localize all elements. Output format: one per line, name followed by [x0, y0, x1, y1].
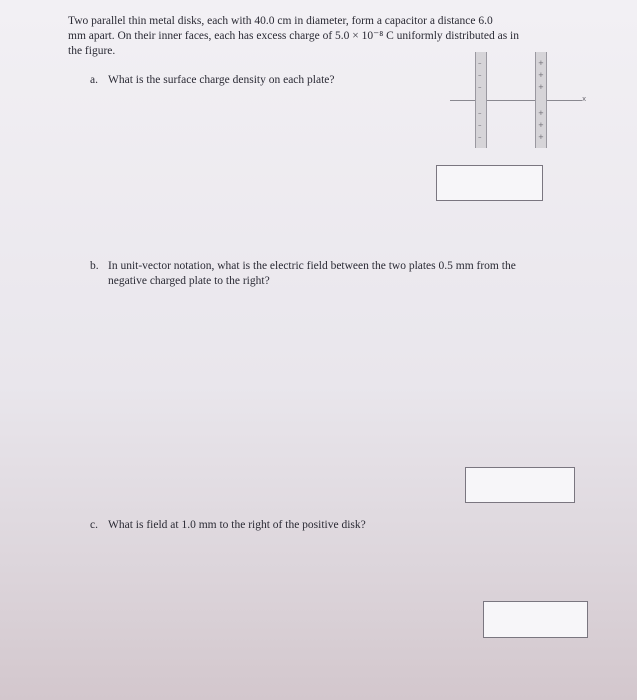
plate-charge-mark: +	[538, 109, 544, 117]
plate-charge-mark: +	[538, 71, 544, 79]
question-b-number: b.	[90, 260, 99, 272]
capacitor-figure	[450, 52, 590, 152]
plate-charge-mark: +	[538, 83, 544, 91]
plate-charge-mark: +	[538, 121, 544, 129]
plate-charge-mark: +	[538, 59, 544, 67]
answer-box-b[interactable]	[465, 467, 575, 503]
question-c-text: What is field at 1.0 mm to the right of the positive disk?	[108, 519, 366, 531]
problem-line-3: the figure.	[68, 45, 116, 57]
question-b	[90, 259, 570, 289]
answer-box-c[interactable]	[483, 601, 588, 638]
plate-charge-mark: –	[478, 59, 482, 67]
question-a-text: What is the surface charge density on each plate?	[108, 74, 335, 86]
answer-box-a[interactable]	[436, 165, 543, 201]
question-b-text-line-1: In unit-vector notation, what is the electric field between the two plates 0.5 mm from the	[108, 260, 516, 272]
question-c	[90, 518, 366, 533]
question-a	[90, 73, 335, 88]
problem-line-1: Two parallel thin metal disks, each with 40.0 cm in diameter, form a capacitor a distance 6.0	[68, 15, 493, 27]
positive-plate	[535, 52, 547, 148]
plate-charge-mark: –	[478, 71, 482, 79]
question-c-number: c.	[90, 519, 98, 531]
x-axis-label: x	[582, 95, 587, 103]
question-b-text-line-2: negative charged plate to the right?	[108, 275, 270, 287]
plate-charge-mark: +	[538, 133, 544, 141]
plate-charge-mark: –	[478, 121, 482, 129]
problem-line-2: mm apart. On their inner faces, each has excess charge of 5.0 × 10⁻⁸ C uniformly distributed as in	[68, 30, 519, 42]
plate-charge-mark: –	[478, 109, 482, 117]
plate-charge-mark: –	[478, 133, 482, 141]
plate-charge-mark: –	[478, 83, 482, 91]
question-a-number: a.	[90, 74, 98, 86]
negative-plate	[475, 52, 487, 148]
x-axis-line	[450, 100, 582, 101]
